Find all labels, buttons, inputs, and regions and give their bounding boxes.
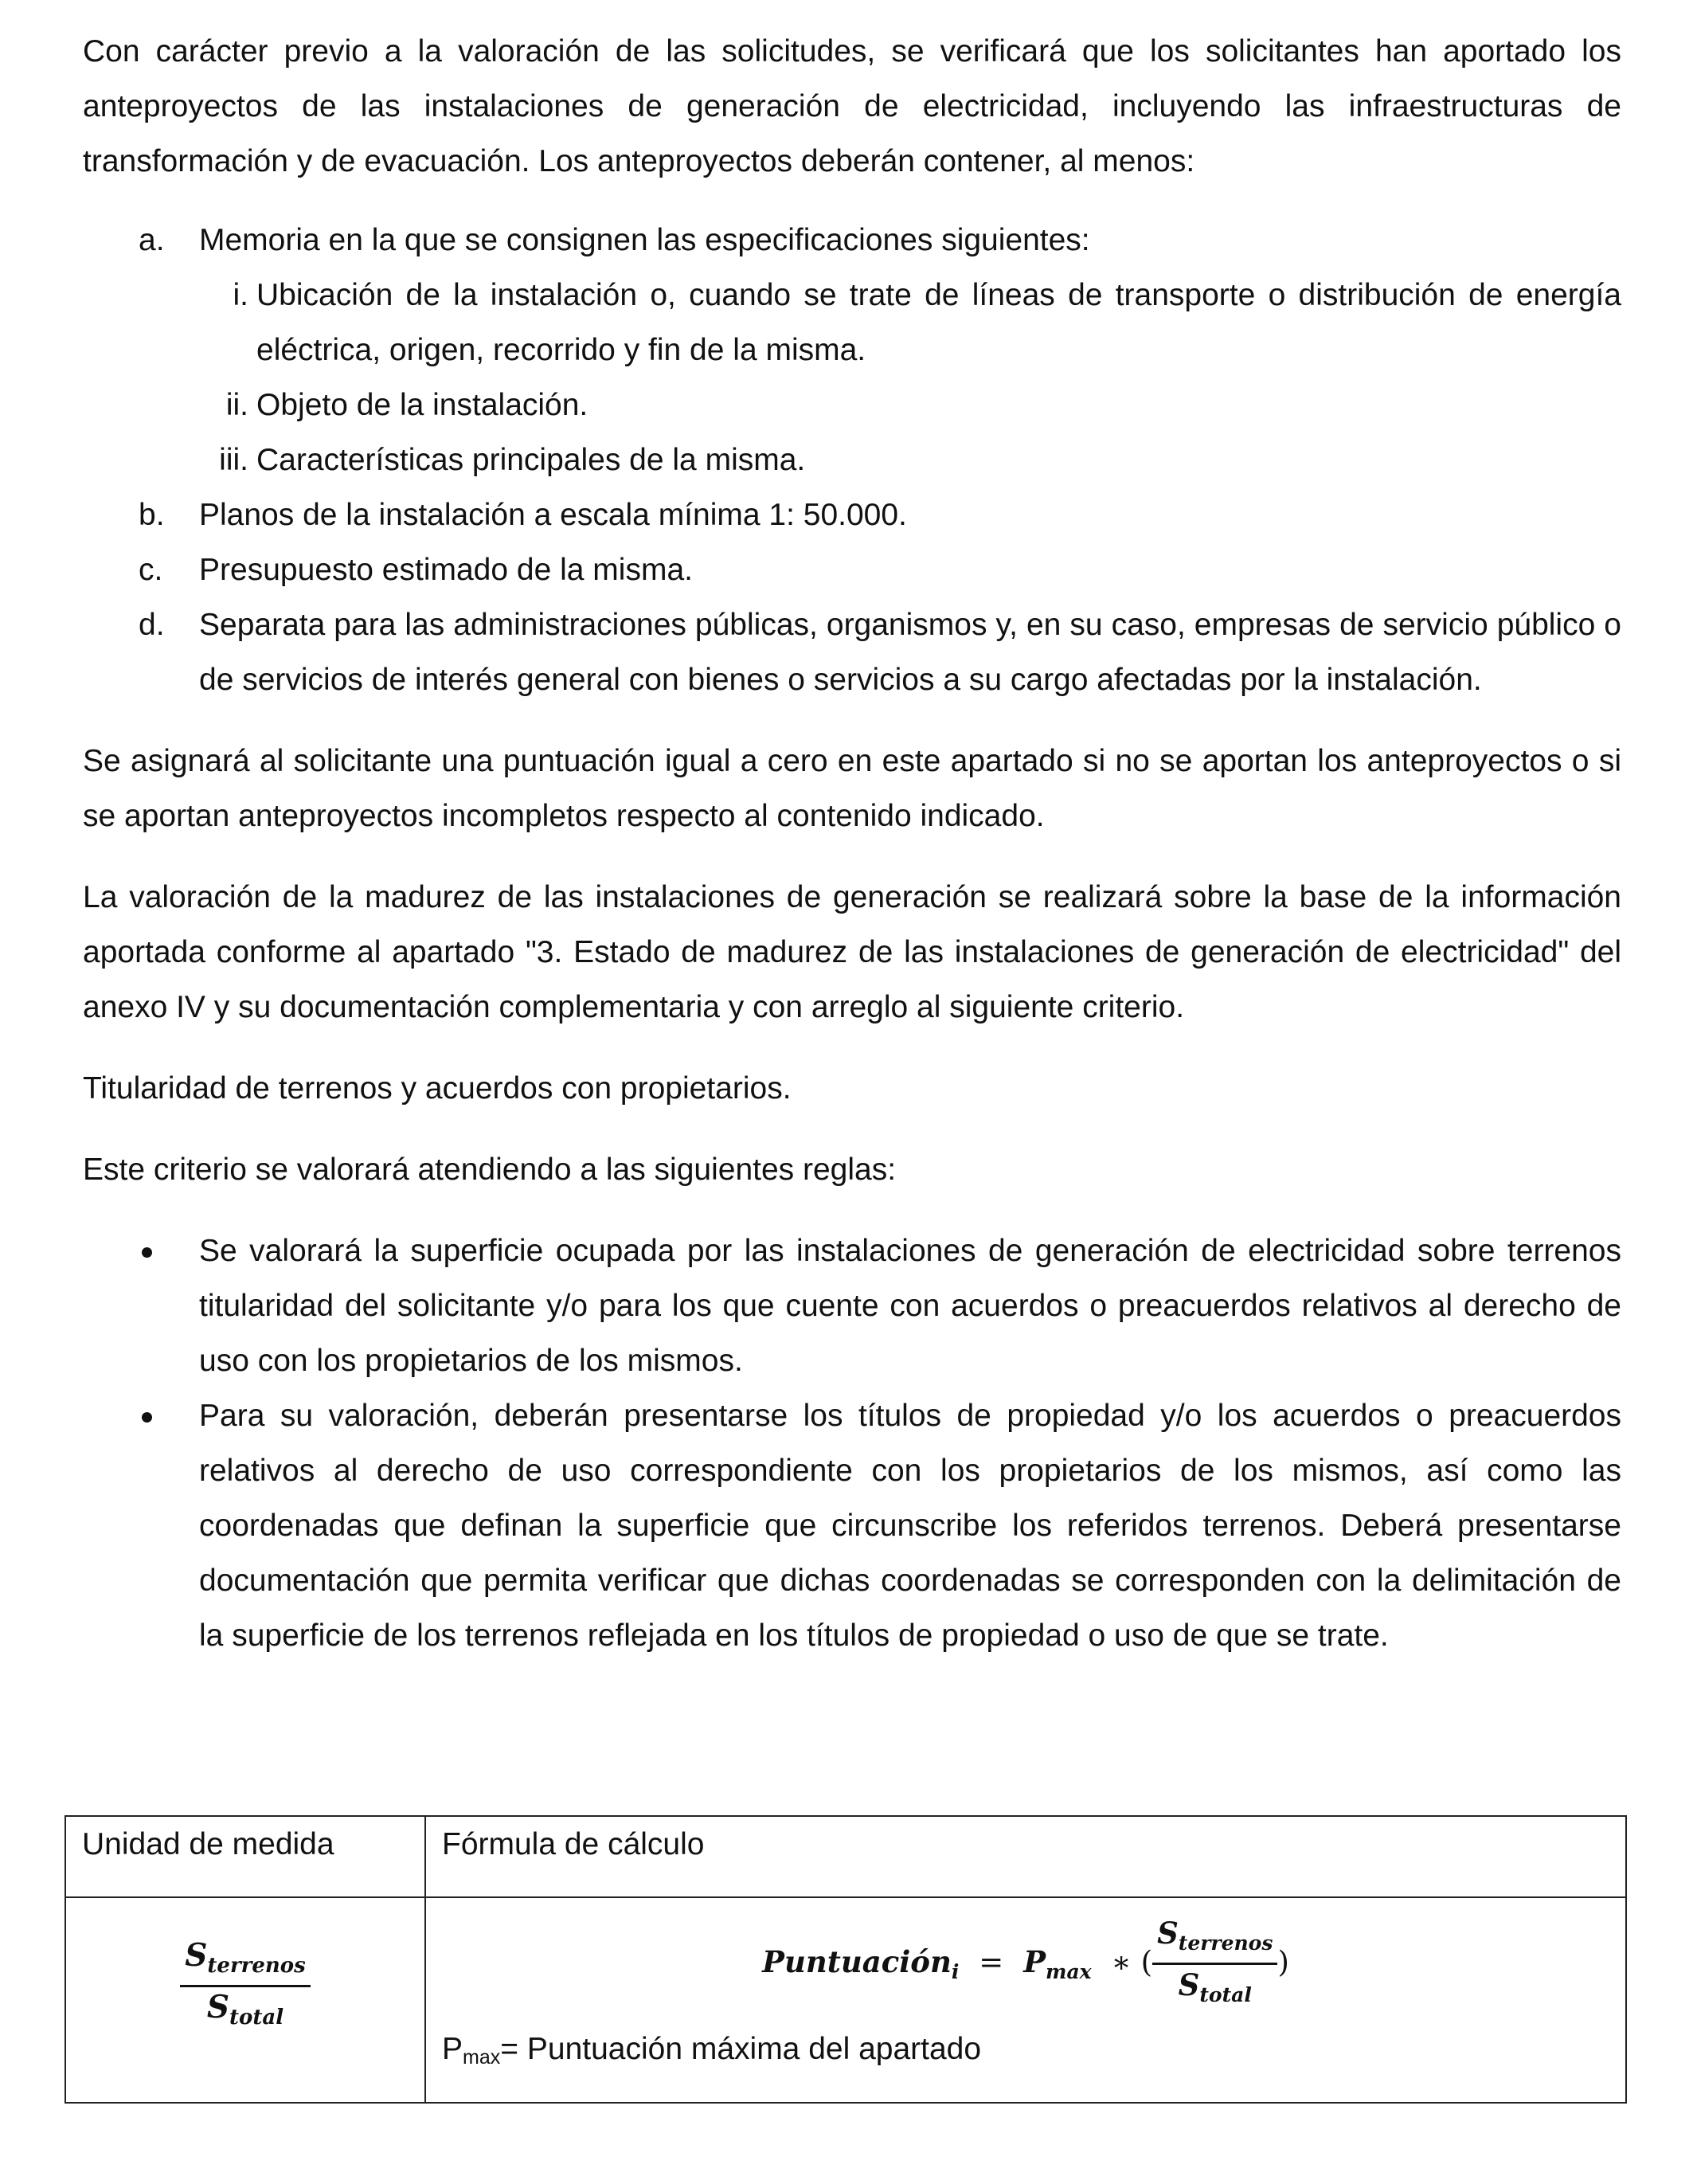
maturity-paragraph: La valoración de la madurez de las instalaciones de generación se realizará sobre la base de la información aportada conforme al apartado "3. Estado de madurez de las instalaciones de generación de electricidad" del anexo IV y su documentación complementaria y con arreglo al siguiente criterio.: [83, 880, 1621, 1024]
unit-cell: [65, 1897, 425, 2103]
bullet-text: Para su valoración, deberán presentarse los títulos de propiedad y/o los acuerdos o preacuerdos relativos al derecho de uso correspondiente con los propietarios de los mismos, así como las coordenadas que definan la superficie que circunscribe los referidos terrenos. Deberá presentarse documentación que permita verificar que dichas coordenadas se corresponden con la delimitación de la superficie de los terrenos reflejada en los títulos de propiedad o uso de que se trate.: [199, 1399, 1621, 1653]
required-contents-list: [83, 213, 1621, 707]
pmax-definition: $P_{max}=$ Puntuación máxima del apartado: [442, 2032, 982, 2069]
list-item-text: Presupuesto estimado de la misma.: [199, 553, 693, 587]
score-formula: Puntuación$_i$ = $P_{max}$ ∗ ( $\frac{S_{terrenos}}{S_{total}}$ ): [442, 1898, 1609, 2014]
sublist-marker: i.: [233, 278, 248, 312]
sublist-item-i: [199, 268, 1621, 378]
list-item-c: [83, 542, 1621, 597]
fraction-denominator: $S_{total}$: [206, 1989, 284, 2029]
list-item-text: Memoria en la que se consignen las especificaciones siguientes:: [199, 223, 1090, 257]
bullet-item: [83, 1388, 1621, 1663]
formula-cell: [425, 1897, 1626, 2103]
memoria-sublist: [199, 268, 1621, 487]
list-item-text: Planos de la instalación a escala mínima 1: 50.000.: [199, 498, 907, 532]
sublist-item-text: Objeto de la instalación.: [256, 388, 588, 422]
ownership-heading: Titularidad de terrenos y acuerdos con propietarios.: [83, 1071, 792, 1106]
list-marker: c.: [139, 553, 163, 587]
bullet-item: [83, 1223, 1621, 1388]
bullet-text: Se valorará la superficie ocupada por las instalaciones de generación de electricidad sobre terrenos titularidad del solicitante y/o para los que cuente con acuerdos o preacuerdos relativos al derecho de uso con los propietarios de los mismos.: [199, 1234, 1621, 1378]
sublist-item-text: Ubicación de la instalación o, cuando se trate de líneas de transporte o distribución de energía eléctrica, origen, recorrido y fin de la misma.: [256, 278, 1621, 367]
zero-score-paragraph: Se asignará al solicitante una puntuación igual a cero en este apartado si no se aportan los anteproyectos o si se aportan anteproyectos incompletos respecto al contenido indicado.: [83, 744, 1621, 833]
intro-paragraph: Con carácter previo a la valoración de las solicitudes, se verificará que los solicitantes han aportado los anteproyectos de las instalaciones de generación de electricidad, incluyendo las infraestructuras de transformación y de evacuación. Los anteproyectos deberán contener, al menos:: [83, 34, 1621, 178]
unit-fraction: [180, 1938, 311, 2036]
document-body: [83, 24, 1621, 1663]
table-header-row: [65, 1816, 1626, 1897]
criteria-table: [65, 1815, 1627, 2104]
list-marker: a.: [139, 223, 165, 257]
list-item-text: Separata para las administraciones públicas, organismos y, en su caso, empresas de servicio público o de servicios de interés general con bienes o servicios a su cargo afectadas por la instalación.: [199, 608, 1621, 697]
rules-intro-paragraph: Este criterio se valorará atendiendo a las siguientes reglas:: [83, 1153, 897, 1187]
sublist-item-iii: [199, 432, 1621, 487]
sublist-item-text: Características principales de la misma.: [256, 443, 806, 477]
sublist-marker: ii.: [225, 388, 248, 422]
formula-fraction: $\frac{S_{terrenos}}{S_{total}}$: [1152, 1916, 1277, 2014]
rules-bullet-list: [83, 1223, 1621, 1663]
sublist-marker: iii.: [219, 443, 248, 477]
header-unit-cell: Unidad de medida: [65, 1816, 425, 1897]
header-formula-cell: Fórmula de cálculo: [425, 1816, 1626, 1897]
list-marker: b.: [139, 498, 165, 532]
list-item-b: [83, 487, 1621, 542]
table-row: [65, 1897, 1626, 2103]
bullet-dot-icon: [142, 1412, 152, 1423]
list-marker: d.: [139, 608, 165, 642]
fraction-numerator: $S_{terrenos}$: [180, 1938, 311, 1987]
bullet-dot-icon: [142, 1247, 152, 1258]
list-item-d: [83, 597, 1621, 707]
list-item-a: [83, 213, 1621, 487]
sublist-item-ii: [199, 378, 1621, 432]
